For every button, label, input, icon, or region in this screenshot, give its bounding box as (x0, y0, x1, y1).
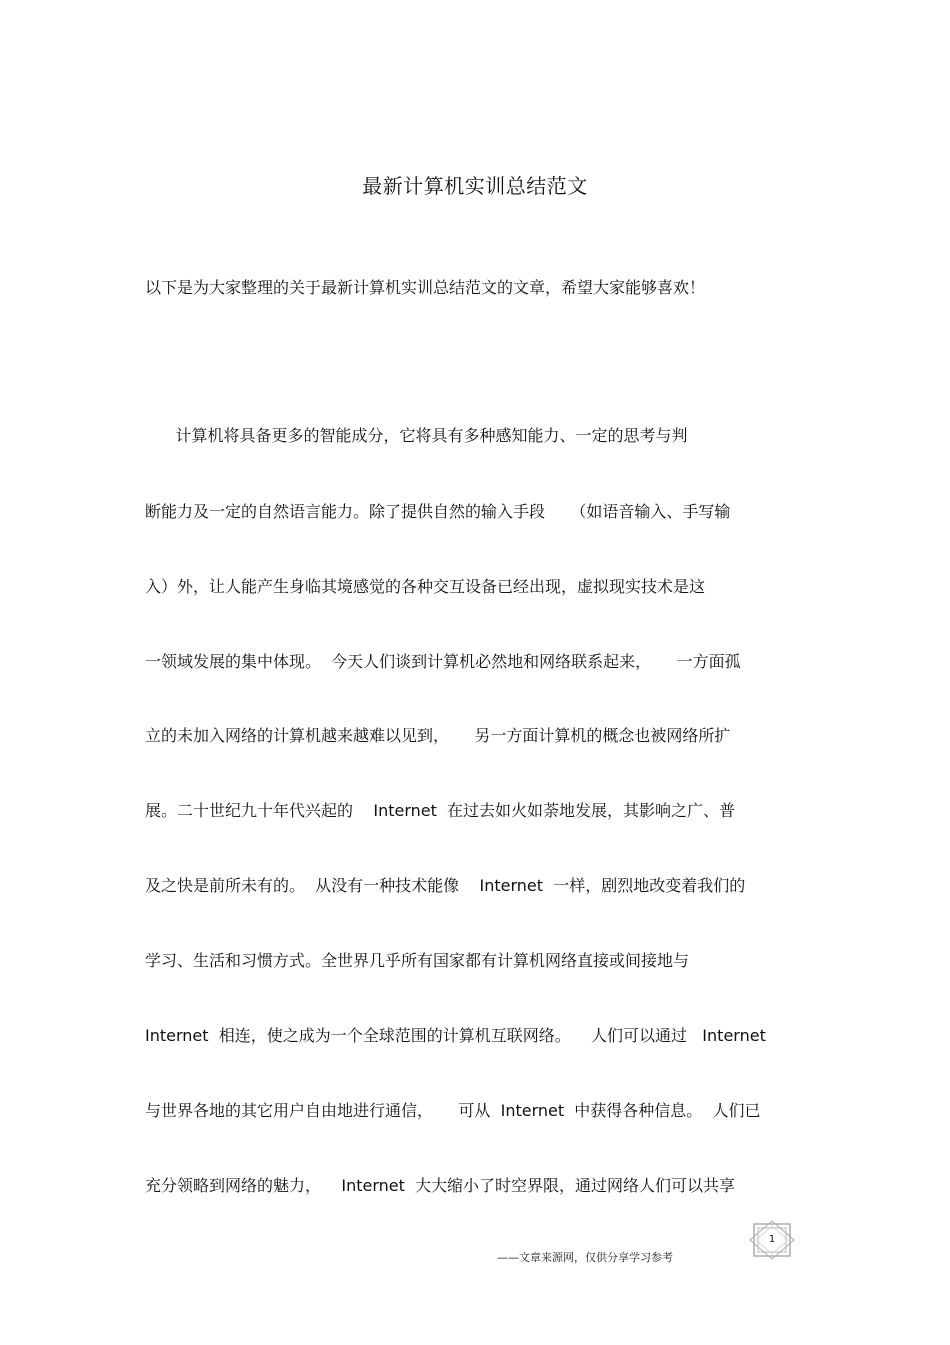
page-number: 1 (768, 1234, 776, 1245)
body-line: 一领域发展的集中体现。 今天人们谈到计算机必然地和网络联系起来， 一方面孤 (145, 652, 741, 671)
body-line: 计算机将具备更多的智能成分，它将具有多种感知能力、一定的思考与判 (145, 426, 688, 445)
body-line: 断能力及一定的自然语言能力。除了提供自然的输入手段 （如语音输入、手写输 (145, 502, 731, 521)
body-line: 入）外，让人能产生身临其境感觉的各种交互设备已经出现，虚拟现实技术是这 (145, 577, 706, 596)
body-line: 与世界各地的其它用户自由地进行通信， 可从 Internet 中获得各种信息。 人们已 (145, 1101, 761, 1120)
body-line: 展。二十世纪九十年代兴起的 Internet 在过去如火如荼地发展，其影响之广、普 (145, 801, 736, 820)
document-title: 最新计算机实训总结范文 (362, 174, 588, 198)
body-line: 立的未加入网络的计算机越来越难以见到， 另一方面计算机的概念也被网络所扩 (145, 726, 731, 745)
page-number-badge (748, 1220, 796, 1260)
footer-source-note: ——文章来源网，仅供分享学习参考 (497, 1251, 673, 1264)
body-line: 学习、生活和习惯方式。全世界几乎所有国家都有计算机网络直接或间接地与 (145, 951, 690, 970)
body-line: 及之快是前所未有的。 从没有一种技术能像 Internet 一样，剧烈地改变着我们的 (145, 876, 746, 895)
body-line: Internet 相连，使之成为一个全球范围的计算机互联网络。 人们可以通过 Internet (145, 1026, 766, 1045)
intro-paragraph: 以下是为大家整理的关于最新计算机实训总结范文的文章，希望大家能够喜欢！ (145, 278, 706, 297)
body-line: 充分领略到网络的魅力， Internet 大大缩小了时空界限，通过网络人们可以共享 (145, 1176, 736, 1195)
